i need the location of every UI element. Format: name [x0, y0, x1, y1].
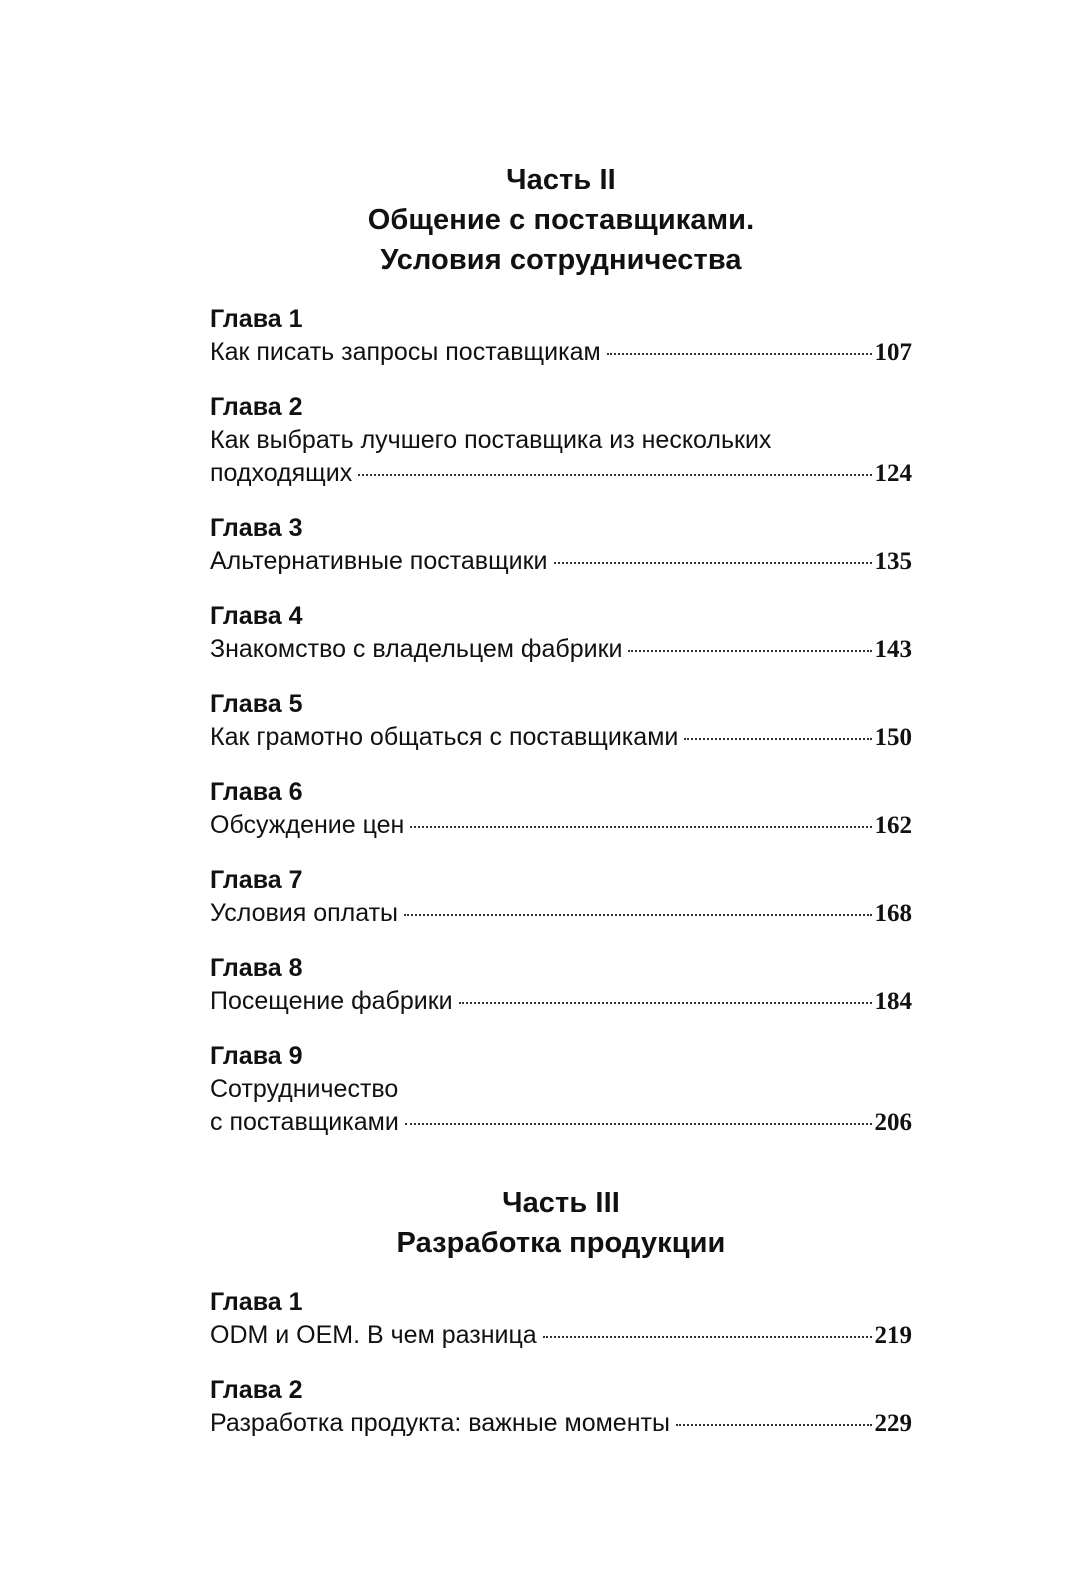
part-number: Часть III	[502, 1187, 620, 1219]
part-number: Часть II	[506, 164, 616, 196]
entry-row	[210, 457, 912, 490]
chapter-label: Глава 1	[210, 1288, 303, 1316]
toc-entry[interactable]	[210, 599, 912, 666]
page-number: 124	[874, 460, 912, 487]
entry-row	[210, 545, 912, 578]
chapter-label: Глава 1	[210, 305, 303, 333]
dot-leader	[404, 914, 871, 916]
chapter-label: Глава 5	[210, 690, 303, 718]
entry-row	[210, 633, 912, 666]
chapter-title-line: Сотрудничество	[210, 1075, 399, 1103]
chapter-label: Глава 8	[210, 954, 303, 982]
chapter-title: Обсуждение цен	[210, 811, 405, 839]
entry-row	[210, 985, 912, 1018]
dot-leader	[405, 1123, 872, 1125]
chapter-title: Посещение фабрики	[210, 987, 453, 1015]
toc-entry[interactable]	[210, 951, 912, 1018]
entry-row	[210, 721, 912, 754]
chapter-label: Глава 7	[210, 866, 303, 894]
dot-leader	[410, 826, 871, 828]
toc-entry[interactable]	[210, 511, 912, 578]
chapter-title-line: Как выбрать лучшего поставщика из нескольких	[210, 426, 772, 454]
part-title-line-1: Общение с поставщиками.	[367, 204, 755, 236]
page-number: 135	[874, 548, 912, 575]
chapter-title: Знакомство с владельцем фабрики	[210, 635, 623, 663]
chapter-title: подходящих	[210, 459, 353, 487]
dot-leader	[554, 562, 872, 564]
toc-entry[interactable]	[210, 687, 912, 754]
toc-entry[interactable]	[210, 302, 912, 369]
entry-row	[210, 336, 912, 369]
toc-entry[interactable]	[210, 1039, 912, 1139]
chapter-label: Глава 9	[210, 1042, 303, 1070]
entry-row	[210, 1407, 912, 1440]
dot-leader	[628, 650, 871, 652]
chapter-title: с поставщиками	[210, 1108, 399, 1136]
chapter-label: Глава 4	[210, 602, 303, 630]
dot-leader	[459, 1002, 872, 1004]
page-number: 168	[874, 900, 912, 927]
part-title-line-2: Условия сотрудничества	[380, 244, 742, 276]
part-heading	[210, 160, 912, 280]
chapter-title: Как грамотно общаться с поставщиками	[210, 723, 679, 751]
page-number: 219	[874, 1322, 912, 1349]
part-title-line-1: Разработка продукции	[396, 1227, 726, 1259]
table-of-contents	[210, 160, 912, 1461]
page-number: 184	[874, 988, 912, 1015]
dot-leader	[358, 474, 871, 476]
dot-leader	[607, 353, 872, 355]
chapter-title: Альтернативные поставщики	[210, 547, 548, 575]
chapter-title: ODM и OEM. В чем разница	[210, 1321, 537, 1349]
chapter-title: Как писать запросы поставщикам	[210, 338, 601, 366]
dot-leader	[676, 1424, 872, 1426]
chapter-label: Глава 3	[210, 514, 303, 542]
entry-row	[210, 1106, 912, 1139]
page-number: 107	[874, 339, 912, 366]
dot-leader	[684, 738, 871, 740]
chapter-label: Глава 6	[210, 778, 303, 806]
toc-entry[interactable]	[210, 1373, 912, 1440]
chapter-label: Глава 2	[210, 1376, 303, 1404]
chapter-label: Глава 2	[210, 393, 303, 421]
entry-row	[210, 1319, 912, 1352]
page-number: 143	[874, 636, 912, 663]
page-number: 150	[874, 724, 912, 751]
entry-row	[210, 809, 912, 842]
chapter-title: Разработка продукта: важные моменты	[210, 1409, 670, 1437]
toc-entry[interactable]	[210, 863, 912, 930]
dot-leader	[543, 1336, 872, 1338]
toc-entry[interactable]	[210, 1285, 912, 1352]
entry-row	[210, 897, 912, 930]
page-number: 206	[874, 1109, 912, 1136]
chapter-title: Условия оплаты	[210, 899, 399, 927]
page-number: 229	[874, 1410, 912, 1437]
toc-entry[interactable]	[210, 775, 912, 842]
part-heading	[210, 1183, 912, 1263]
page-number: 162	[874, 812, 912, 839]
toc-entry[interactable]	[210, 390, 912, 490]
